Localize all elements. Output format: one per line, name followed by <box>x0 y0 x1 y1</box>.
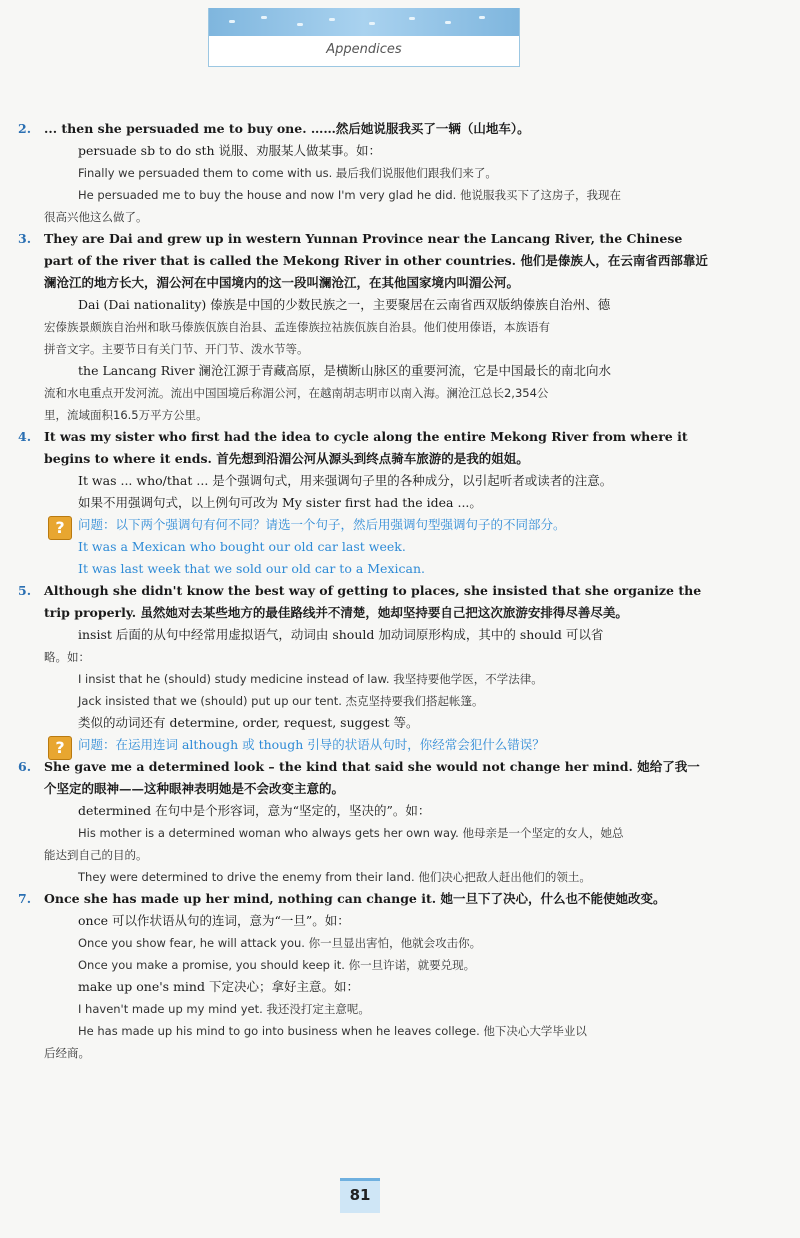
note-number: 6. <box>18 759 32 774</box>
explanation-text: 类似的动词还有 determine, order, request, suggest 等。 <box>78 715 419 730</box>
continuation-text: 略。如： <box>44 650 90 664</box>
example-sentence: They were determined to drive the enemy from their land. 他们决心把敌人赶出他们的领土。 <box>78 870 591 884</box>
continuation-text: 很高兴他这么做了。 <box>44 210 148 224</box>
note-item <box>18 228 708 426</box>
continuation-text: 里，流域面积16.5万平方公里。 <box>44 408 208 422</box>
continuation-text: 后经商。 <box>44 1046 90 1060</box>
header-decorative-band <box>209 8 519 36</box>
note-heading: She gave me a determined look – the kind that said she would not change her mind. 她给了我一个坚定的眼神——这种眼神表明她是不会改变主意的。 <box>44 759 700 796</box>
example-sentence-blue: It was a Mexican who bought our old car last week. <box>78 539 406 554</box>
example-sentence: His mother is a determined woman who always gets her own way. 他母亲是一个坚定的女人，她总 <box>78 826 624 840</box>
example-sentence: He has made up his mind to go into business when he leaves college. 他下决心大学毕业以 <box>78 1024 587 1038</box>
example-sentence: He persuaded me to buy the house and now I'm very glad he did. 他说服我买下了这房子，我现在 <box>78 188 621 202</box>
explanation-text: make up one's mind 下定决心；拿好主意。如： <box>78 979 359 994</box>
note-number: 3. <box>18 231 32 246</box>
note-number: 7. <box>18 891 32 906</box>
example-sentence: I insist that he (should) study medicine instead of law. 我坚持要他学医，不学法律。 <box>78 672 543 686</box>
explanation-text: It was ... who/that ... 是个强调句式，用来强调句子里的各种成分，以引起听者或读者的注意。 <box>78 473 613 488</box>
note-number: 5. <box>18 583 32 598</box>
question-row <box>44 514 708 536</box>
question-text: 问题：以下两个强调句有何不同？请选一个句子，然后用强调句型强调句子的不同部分。 <box>78 517 566 532</box>
note-item <box>18 888 708 1064</box>
question-mark-icon: ? <box>48 516 72 540</box>
section-label: Appendices <box>326 42 402 57</box>
explanation-text: 如果不用强调句式，以上例句可改为 My sister first had the idea ...。 <box>78 495 482 510</box>
page-number: 81 <box>340 1178 380 1213</box>
note-item <box>18 580 708 756</box>
question-mark-icon: ? <box>48 736 72 760</box>
explanation-text: insist 后面的从句中经常用虚拟语气，动词由 should 加动词原形构成，其中的 should 可以省 <box>78 627 604 642</box>
note-item <box>18 118 708 228</box>
question-text: 问题：在运用连词 although 或 though 引导的状语从句时，你经常会犯什么错误？ <box>78 737 545 752</box>
continuation-text: 宏傣族景颇族自治州和耿马傣族佤族自治县、孟连傣族拉祜族佤族自治县。他们使用傣语，本族语有 <box>44 320 550 334</box>
note-heading: It was my sister who first had the idea to cycle along the entire Mekong River from where it begins to where it ends. 首先想到沿湄公河从源头到终点骑车旅游的是我的姐姐。 <box>44 429 688 466</box>
example-sentence: Finally we persuaded them to come with us. 最后我们说服他们跟我们来了。 <box>78 166 497 180</box>
continuation-text: 拼音文字。主要节日有关门节、开门节、泼水节等。 <box>44 342 309 356</box>
notes-content <box>18 118 708 1064</box>
explanation-text: once 可以作状语从句的连词，意为“一旦”。如： <box>78 913 350 928</box>
explanation-text: determined 在句中是个形容词，意为“坚定的，坚决的”。如： <box>78 803 431 818</box>
explanation-text: the Lancang River 澜沧江源于青藏高原，是横断山脉区的重要河流，它是中国最长的南北向水 <box>78 363 612 378</box>
explanation-text: persuade sb to do sth 说服、劝服某人做某事。如： <box>78 143 382 158</box>
question-row <box>44 734 708 756</box>
note-heading: They are Dai and grew up in western Yunnan Province near the Lancang River, the Chinese part of the river that is called the Mekong River in other countries. 他们是傣族人，在云南省西部靠近澜沧江的地方长大，湄公河在中国境内的这一段叫澜沧江，在其他国家境内叫湄公河。 <box>44 231 708 290</box>
note-heading: Although she didn't know the best way of getting to places, she insisted that she organize the trip properly. 虽然她对去某些地方的最佳路线并不清楚，她却坚持要自己把这次旅游安排得尽善尽美。 <box>44 583 702 620</box>
note-number: 2. <box>18 121 32 136</box>
continuation-text: 能达到自己的目的。 <box>44 848 148 862</box>
example-sentence: I haven't made up my mind yet. 我还没打定主意呢。 <box>78 1002 370 1016</box>
note-heading: ... then she persuaded me to buy one. ……然后她说服我买了一辆（山地车）。 <box>44 121 530 136</box>
example-sentence-blue: It was last week that we sold our old car to a Mexican. <box>78 561 425 576</box>
explanation-text: Dai (Dai nationality) 傣族是中国的少数民族之一，主要聚居在云南省西双版纳傣族自治州、德 <box>78 297 611 312</box>
note-number: 4. <box>18 429 32 444</box>
section-header-tab <box>208 8 520 67</box>
example-sentence: Once you make a promise, you should keep it. 你一旦许诺，就要兑现。 <box>78 958 476 972</box>
note-item <box>18 756 708 888</box>
continuation-text: 流和水电重点开发河流。流出中国国境后称湄公河，在越南胡志明市以南入海。澜沧江总长2,354公 <box>44 386 549 400</box>
note-item <box>18 426 708 580</box>
example-sentence: Once you show fear, he will attack you. 你一旦显出害怕，他就会攻击你。 <box>78 936 482 950</box>
example-sentence: Jack insisted that we (should) put up our tent. 杰克坚持要我们搭起帐篷。 <box>78 694 484 708</box>
note-heading: Once she has made up her mind, nothing can change it. 她一旦下了决心，什么也不能使她改变。 <box>44 891 666 906</box>
